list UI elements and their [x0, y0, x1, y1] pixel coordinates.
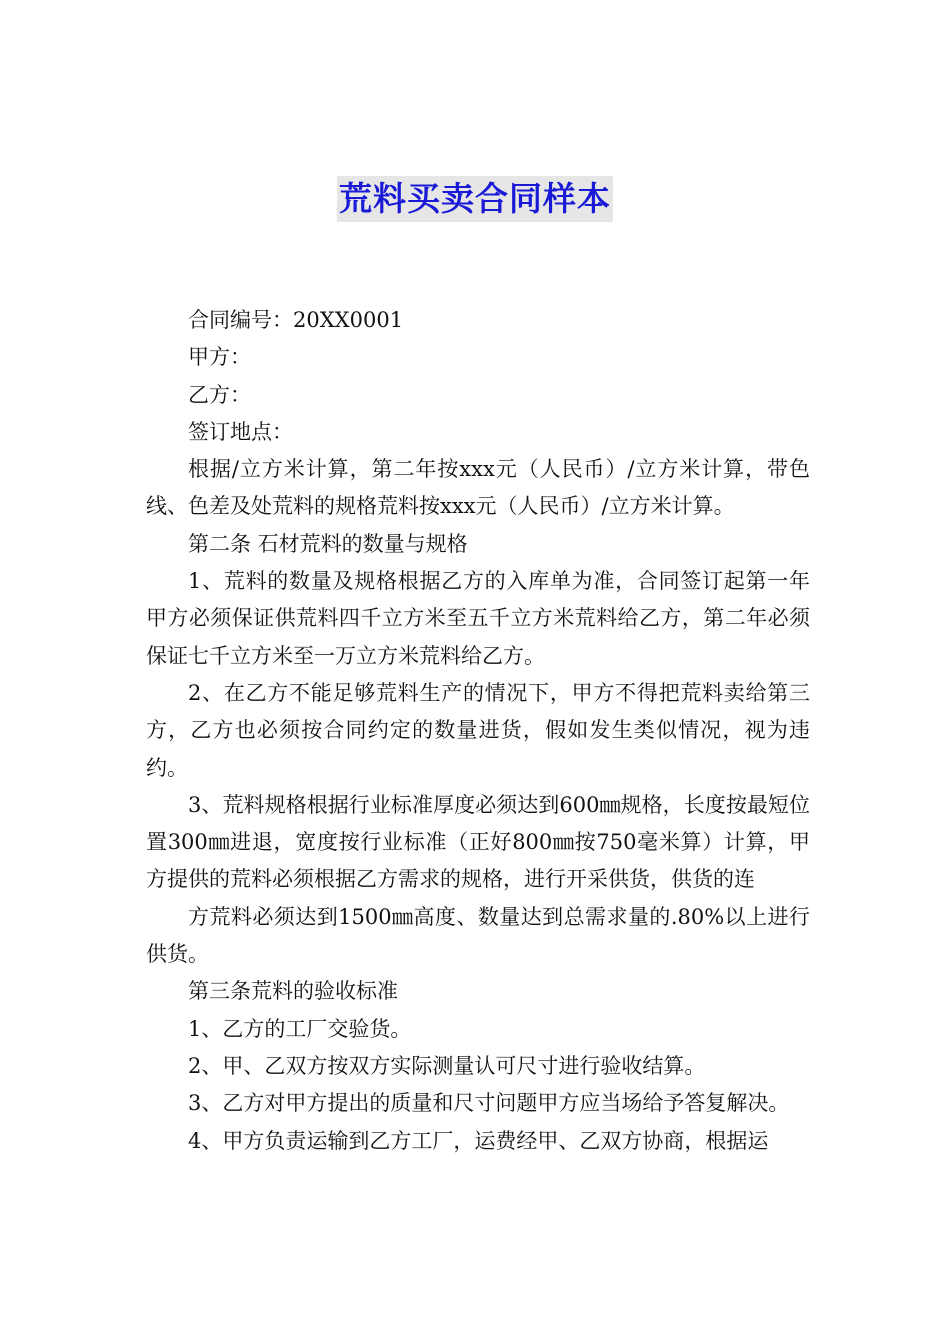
- article-2-heading: 第二条 石材荒料的数量与规格: [188, 531, 468, 556]
- article-2-item-2: 2、在乙方不能足够荒料生产的情况下，甲方不得把荒料卖给第三方，乙方也必须按合同约定的数量进货，假如发生类似情况，视为违约。: [146, 680, 810, 780]
- article-2-item-3: 3、荒料规格根据行业标准厚度必须达到600㎜规格，长度按最短位置300㎜进退，宽度按行业标准（正好800㎜按750毫米算）计算，甲方提供的荒料必须根据乙方需求的规格，进行开采供货，供货的连: [146, 792, 810, 892]
- article-3-item-4: 4、甲方负责运输到乙方工厂，运费经甲、乙双方协商，根据运: [188, 1128, 769, 1153]
- document-title-block: [0, 176, 950, 222]
- document-title: 荒料买卖合同样本: [337, 176, 613, 222]
- party-b: 乙方：: [188, 382, 251, 407]
- article-2-item-1: 1、荒料的数量及规格根据乙方的入库单为准，合同签订起第一年甲方必须保证供荒料四千立方米至五千立方米荒料给乙方，第二年必须保证七千立方米至一万立方米荒料给乙方。: [146, 569, 810, 668]
- article-3-heading: 第三条荒料的验收标准: [188, 979, 398, 1004]
- pricing-paragraph: 根据/立方米计算，第二年按xxx元（人民币）/立方米计算，带色线、色差及处荒料的规格荒料按xxx元（人民币）/立方米计算。: [146, 457, 810, 519]
- party-a: 甲方：: [188, 345, 251, 370]
- article-3-item-2: 2、甲、乙双方按双方实际测量认可尺寸进行验收结算。: [188, 1053, 706, 1078]
- article-3-item-1: 1、乙方的工厂交验货。: [188, 1016, 412, 1041]
- article-2-item-3-cont: 方荒料必须达到1500㎜高度、数量达到总需求量的.80%以上进行供货。: [146, 904, 810, 967]
- signing-place: 签订地点：: [188, 419, 293, 444]
- contract-number: 合同编号：20XX0001: [188, 308, 404, 332]
- article-3-item-3: 3、乙方对甲方提出的质量和尺寸问题甲方应当场给予答复解决。: [188, 1091, 790, 1116]
- document-body: [146, 302, 810, 1160]
